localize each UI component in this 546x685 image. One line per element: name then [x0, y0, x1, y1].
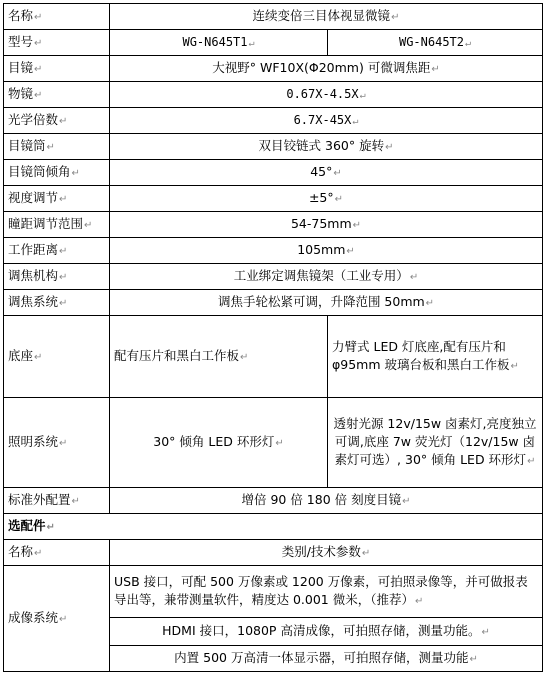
row-value: 大视野° WF10X(Φ20mm) 可微调焦距↵: [110, 56, 543, 82]
lighting-option-1: 30° 倾角 LED 环形灯↵: [110, 398, 328, 488]
row-label: 调焦系统↵: [4, 290, 110, 316]
row-value: 增倍 90 倍 180 倍 刻度目镜↵: [110, 488, 543, 514]
optional-header-row: [4, 540, 543, 566]
row-label: 底座↵: [4, 316, 110, 398]
row-label: 工作距离↵: [4, 238, 110, 264]
table-row: [4, 238, 543, 264]
model-t1: WG-N645T1↵: [110, 30, 328, 56]
imaging-label: 成像系统↵: [4, 566, 110, 672]
table-row: [4, 316, 543, 398]
row-value: 54-75mm↵: [110, 212, 543, 238]
table-row: [4, 212, 543, 238]
table-row: [4, 56, 543, 82]
row-label: 物镜↵: [4, 82, 110, 108]
imaging-option-hdmi: HDMI 接口，1080P 高清成像，可拍照存储，测量功能。↵: [110, 618, 543, 646]
row-label: 目镜↵: [4, 56, 110, 82]
model-t2: WG-N645T2↵: [328, 30, 543, 56]
row-value: 调焦手轮松紧可调，升降范围 50mm↵: [110, 290, 543, 316]
header-name: 名称↵: [4, 540, 110, 566]
table-row: [4, 82, 543, 108]
header-spec: 类别/技术参数↵: [110, 540, 543, 566]
row-label: 光学倍数↵: [4, 108, 110, 134]
table-row: [4, 160, 543, 186]
base-option-2: 力臂式 LED 灯底座,配有压片和φ95mm 玻璃台板和黑白工作板↵: [328, 316, 543, 398]
table-row: [4, 30, 543, 56]
row-label: 视度调节↵: [4, 186, 110, 212]
row-label: 调焦机构↵: [4, 264, 110, 290]
optional-section-title: 选配件↵: [4, 514, 543, 540]
table-row: [4, 264, 543, 290]
row-value: 双目铰链式 360° 旋转↵: [110, 134, 543, 160]
row-value: ±5°↵: [110, 186, 543, 212]
row-value: 连续变倍三目体视显微镜↵: [110, 4, 543, 30]
row-label: 目镜筒倾角↵: [4, 160, 110, 186]
imaging-option-usb: USB 接口，可配 500 万像素或 1200 万像素，可拍照录像等，并可做报表导出等，兼带测量软件，精度达 0.001 微米，（推荐）↵: [110, 566, 543, 618]
table-row: [4, 134, 543, 160]
table-row: [4, 398, 543, 488]
row-label: 型号↵: [4, 30, 110, 56]
table-row: [4, 488, 543, 514]
table-row: [4, 290, 543, 316]
row-value: 6.7X-45X↵: [110, 108, 543, 134]
row-value: 0.67X-4.5X↵: [110, 82, 543, 108]
row-label: 瞳距调节范围↵: [4, 212, 110, 238]
row-value: 工业绑定调焦镜架（工业专用）↵: [110, 264, 543, 290]
row-label: 名称↵: [4, 4, 110, 30]
table-row: [4, 186, 543, 212]
row-label: 目镜筒↵: [4, 134, 110, 160]
imaging-option-display: 内置 500 万高清一体显示器，可拍照存储，测量功能↵: [110, 646, 543, 672]
optional-section-row: [4, 514, 543, 540]
row-value: 105mm↵: [110, 238, 543, 264]
row-label: 照明系统↵: [4, 398, 110, 488]
spec-table: [3, 3, 543, 672]
row-value: 45°↵: [110, 160, 543, 186]
row-label: 标准外配置↵: [4, 488, 110, 514]
imaging-row: [4, 566, 543, 618]
base-option-1: 配有压片和黑白工作板↵: [110, 316, 328, 398]
table-row: [4, 108, 543, 134]
lighting-option-2: 透射光源 12v/15w 卤素灯,亮度独立可调,底座 7w 荧光灯（12v/15w 卤素灯可选）, 30° 倾角 LED 环形灯↵: [328, 398, 543, 488]
table-row: [4, 4, 543, 30]
